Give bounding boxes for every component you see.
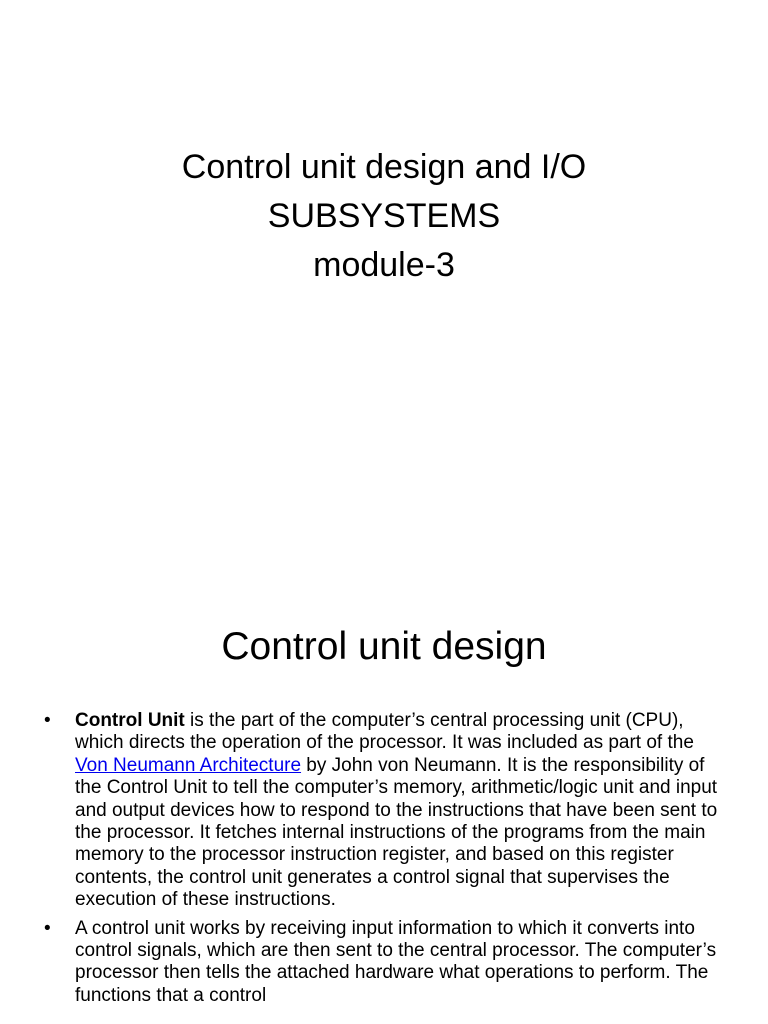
bullet-icon: •	[44, 710, 51, 731]
slide-title-line-2: SUBSYSTEMS	[267, 197, 501, 235]
bullet-icon: •	[44, 917, 51, 939]
bullet-list	[40, 710, 728, 1013]
von-neumann-link[interactable]: Von Neumann Architecture	[75, 754, 302, 776]
slide-heading: Control unit design	[221, 625, 547, 668]
slide-content-page	[0, 576, 768, 1024]
bullet-text: A control unit works by receiving input information to which it converts into control signals, which are then sent to the central processor. The computer’s processor then tells the attached hardware what operations to perform. The functions that a control	[75, 917, 717, 1006]
bullet-text-after-link: by John von Neumann. It is the responsibility of the Control Unit to tell the computer’s memory, arithmetic/logic unit and input and output devices how to respond to the instructions that have been sent to the processor. It fetches internal instructions of the programs from the main memory to the processor instruction register, and based on this register contents, the control unit generates a control signal that supervises the execution of these instructions.	[75, 754, 718, 911]
bullet-item-control-unit	[40, 710, 728, 912]
slide-title	[0, 143, 768, 290]
slide-title-line-1: Control unit design and I/O	[181, 148, 587, 186]
bullet-item-control-signals	[40, 918, 728, 1008]
bullet-strong-term: Control Unit	[75, 710, 185, 731]
slide-title-line-3: module-3	[313, 246, 455, 284]
bullet-text-before-link: is the part of the computer’s central processing unit (CPU), which directs the operation of the processor. It was included as part of the	[75, 710, 694, 754]
